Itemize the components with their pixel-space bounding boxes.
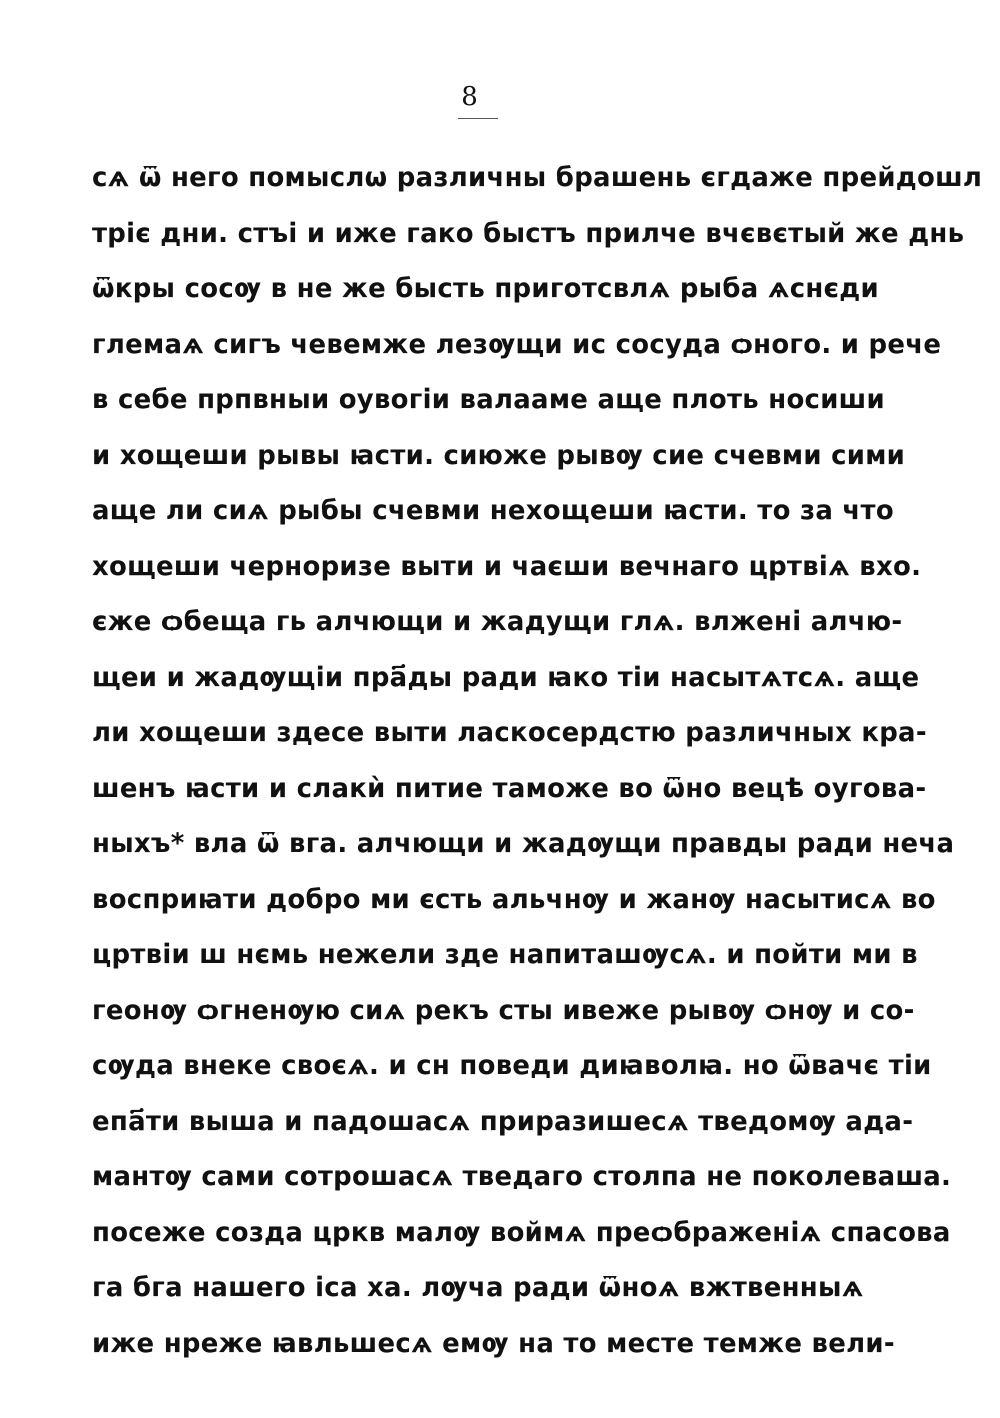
text-line: шенъ ꙗсти и слакѝ питие таможе во ѿно вецѣ оугова-: [92, 772, 927, 804]
text-line: ѿкры сосѹ в не же бысть приготсвлѧ рыба ѧснєди: [92, 273, 879, 304]
text-line: иже нреже ꙗвльшесѧ емѹ на то месте темже вели-: [92, 1327, 895, 1359]
text-line: ныхъ* вла ѿ вга. алчющи и жадѹщи правды ради неча: [92, 828, 955, 859]
text-line: мантѹ сами сотрошасѧ тведаго столпа не поколеваша.: [92, 1161, 952, 1192]
page-number: 8: [461, 82, 479, 112]
text-line: єже ѻбеща гь алчющи и жадущи глѧ. влжені алчю-: [92, 606, 903, 637]
text-line: глемаѧ сигъ чевемже лезѹщи ис сосуда ѻного. и рече: [92, 328, 942, 360]
text-line: восприꙗти добро ми єсть альчнѹ и жанѹ насытисѧ во: [92, 883, 936, 915]
text-line: тріє дни. стъі и иже гако быстъ прилче вчєвєтый же днь: [92, 217, 965, 249]
text-line: цртвіи ш нємь нежели зде напиташѹсѧ. и пойти ми в: [92, 939, 918, 970]
text-line: сѧ ѿ него помыслѡ различны брашень єгдаже прейдошл: [92, 162, 983, 193]
text-line: щеи и жадѹщіи пра҃ды ради ꙗко тіи насытѧтсѧ. аще: [92, 661, 920, 693]
text-line: га бга нашего іса ха. лѹча ради ѿноѧ вжтвенныѧ: [92, 1272, 864, 1303]
page-number-rule: [458, 118, 498, 119]
text-line: посеже созда цркв малѹ воймѧ преѻбраженіѧ спасова: [92, 1216, 951, 1248]
body-text: [92, 150, 983, 1371]
text-line: геонѹ ѻгненѹю сиѧ рекъ сты ивеже рывѹ ѻнѹ и со-: [92, 994, 915, 1026]
text-line: и хощеши рывы ꙗсти. сиюже рывѹ сие счевми сими: [92, 439, 906, 471]
text-line: хощеши черноризе выти и чаєши вечнаго цртвіѧ вхо.: [92, 550, 922, 582]
text-line: аще ли сиѧ рыбы счевми нехощеши ꙗсти. то за что: [92, 495, 894, 526]
text-line: сѹда внеке своєѧ. и сн поведи диꙗволꙗ. но ѿвачє тіи: [92, 1050, 932, 1081]
text-line: ли хощеши здесе выти ласкосердстю различных кра-: [92, 717, 927, 748]
text-line: епа҃ти выша и падошасѧ приразишесѧ тведомѹ ада-: [92, 1105, 914, 1137]
text-line: в себе прпвныи оувогіи валааме аще плоть носиши: [92, 384, 885, 415]
